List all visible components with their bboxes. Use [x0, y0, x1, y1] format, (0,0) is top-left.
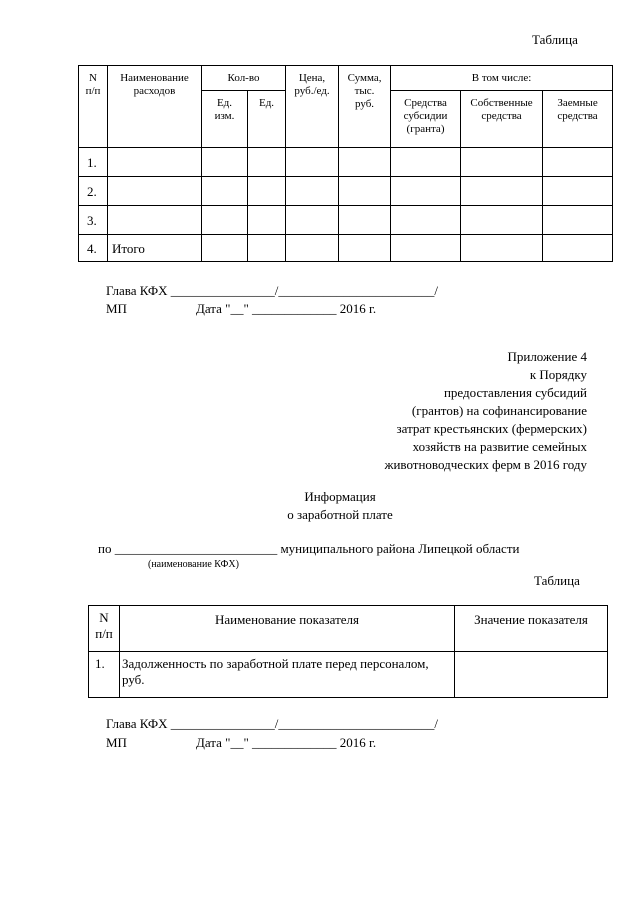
appendix-line: к Порядку [529, 367, 587, 382]
row-num: 2. [79, 177, 108, 206]
date-line: Дата "__" _____________ 2016 г. [196, 735, 377, 750]
appendix-header [267, 348, 587, 474]
table-row [79, 148, 613, 177]
col-own-header: Собственные средства [461, 91, 543, 148]
info-title: Информация [304, 489, 376, 504]
table1-caption: Таблица [532, 32, 578, 47]
col-name-header: Наименование расходов [108, 66, 202, 148]
expenses-table [78, 65, 613, 262]
table-row-total [79, 235, 613, 262]
row-num: 1. [79, 148, 108, 177]
col-num-header: N п/п [79, 66, 108, 148]
kfh-hint: (наименование КФХ) [148, 559, 239, 570]
row-name: Итого [108, 235, 202, 262]
col-qty-unit-header: Ед. изм. [202, 91, 248, 148]
signature-line: Глава КФХ ________________/________________________/ [106, 283, 439, 298]
col-qty-count-header: Ед. [248, 91, 286, 148]
appendix-line: животноводческих ферм в 2016 году [384, 457, 587, 472]
col-num-header: N п/п [89, 606, 120, 652]
table-row [89, 652, 608, 698]
appendix-line: хозяйств на развитие семейных [412, 439, 587, 454]
row-name [108, 206, 202, 235]
row-value [455, 652, 608, 698]
col-qty-header: Кол-во [202, 66, 286, 91]
appendix-line: предоставления субсидий [443, 385, 587, 400]
table2-caption: Таблица [534, 573, 580, 588]
stamp-label: МП [106, 735, 127, 750]
signature-line: Глава КФХ ________________/________________________/ [106, 716, 439, 731]
appendix-line: Приложение 4 [507, 349, 587, 364]
row-name: Задолженность по заработной плате перед персоналом, руб. [120, 652, 455, 698]
table-row [79, 177, 613, 206]
row-num: 4. [79, 235, 108, 262]
col-incl-header: В том числе: [391, 66, 613, 91]
col-price-header: Цена, руб./ед. [286, 66, 339, 148]
kfh-line: по _________________________ муниципального района Липецкой области [98, 541, 520, 556]
appendix-line: (грантов) на софинансирование [411, 403, 587, 418]
info-subtitle: о заработной плате [287, 507, 393, 522]
col-indicator-header: Наименование показателя [120, 606, 455, 652]
stamp-label: МП [106, 301, 127, 316]
row-name [108, 177, 202, 206]
row-name [108, 148, 202, 177]
salary-table [88, 605, 608, 698]
col-value-header: Значение показателя [455, 606, 608, 652]
date-line: Дата "__" _____________ 2016 г. [196, 301, 377, 316]
row-num: 1. [89, 652, 120, 698]
table-row [79, 206, 613, 235]
col-loan-header: Заемные средства [543, 91, 613, 148]
row-num: 3. [79, 206, 108, 235]
col-sum-header: Сумма, тыс. руб. [339, 66, 391, 148]
col-subsidy-header: Средства субсидии (гранта) [391, 91, 461, 148]
appendix-line: затрат крестьянских (фермерских) [396, 421, 587, 436]
